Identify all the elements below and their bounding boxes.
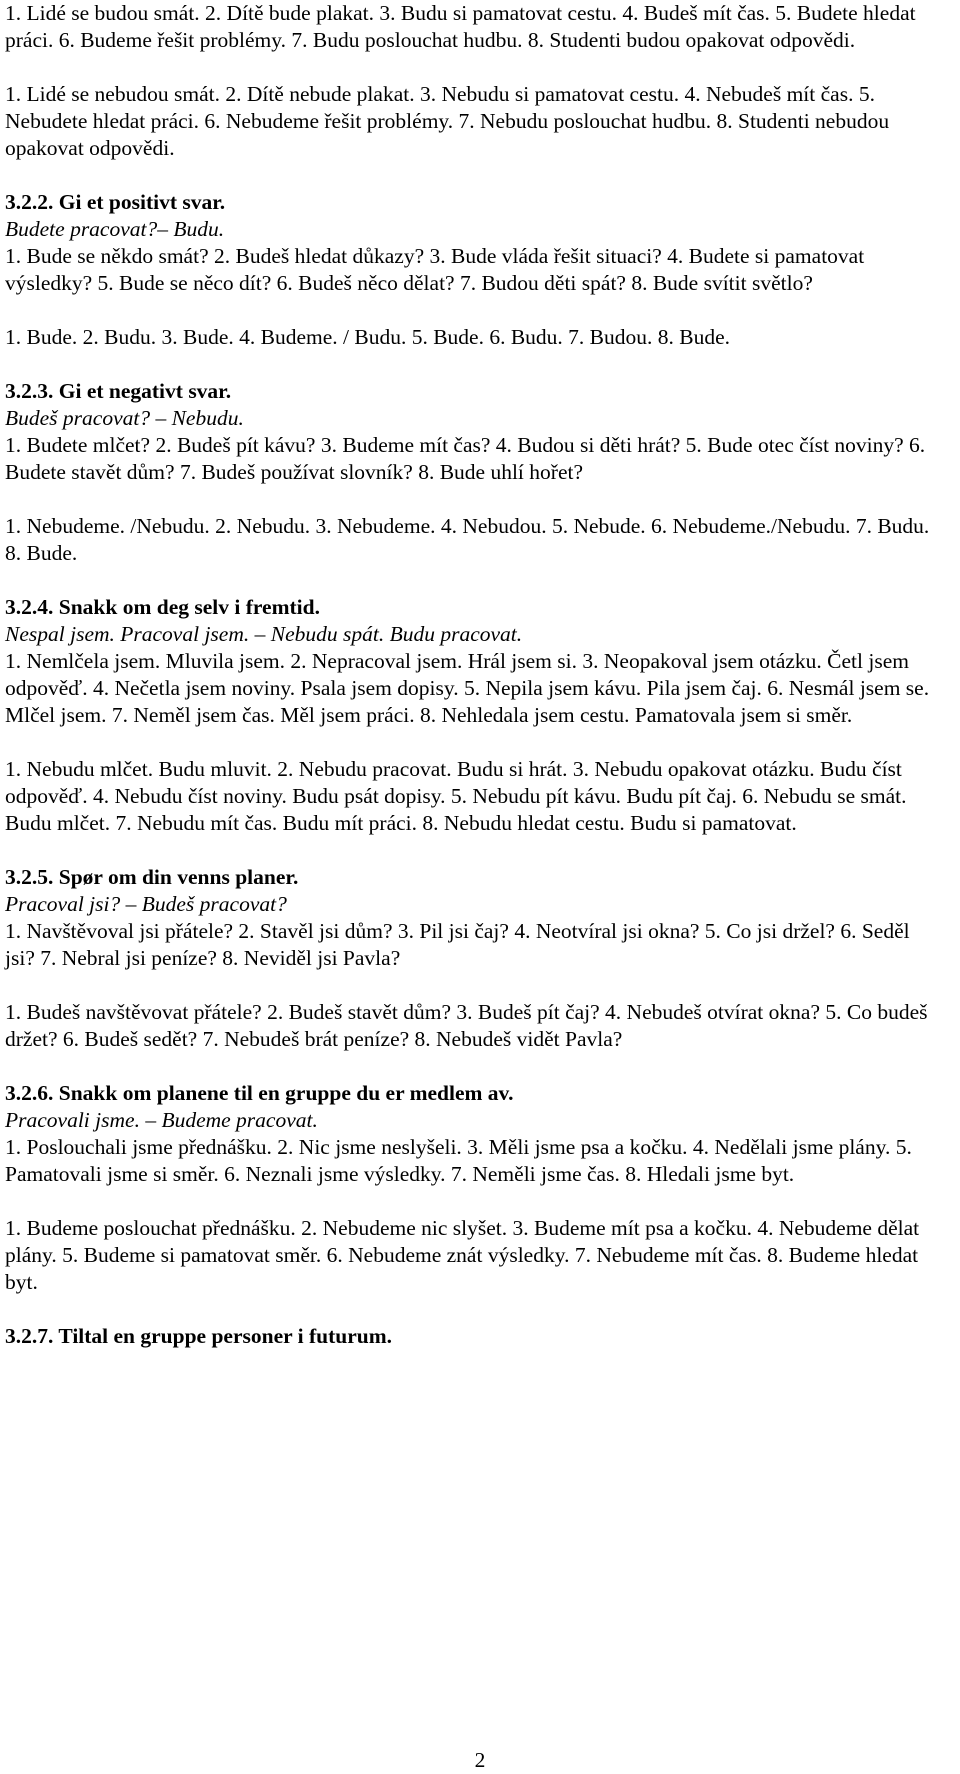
section-heading-3-2-3: 3.2.3. Gi et negativt svar. <box>5 379 232 403</box>
answers-3-2-3: 1. Nebudeme. /Nebudu. 2. Nebudu. 3. Nebudeme. 4. Nebudou. 5. Nebude. 6. Nebudeme./Nebudu. 7. Budu. 8. Bude. <box>5 514 930 565</box>
answers-negative-future: 1. Lidé se nebudou smát. 2. Dítě nebude plakat. 3. Nebudu si pamatovat cestu. 4. Nebudeš mít čas. 5. Nebudete hledat práci. 6. Nebudeme řešit problémy. 7. Nebudu poslouchat hudbu. 8. Studenti nebudou opakovat odpovědi. <box>5 82 890 160</box>
questions-3-2-2: 1. Bude se někdo smát? 2. Budeš hledat důkazy? 3. Bude vláda řešit situaci? 4. Budete si pamatovat výsledky? 5. Bude se něco dít? 6. Budeš něco dělat? 7. Budou děti spát? 8. Bude svítit světlo? <box>5 244 865 295</box>
spacer <box>5 1053 940 1080</box>
document-page <box>5 0 940 1350</box>
questions-3-2-6: 1. Poslouchali jsme přednášku. 2. Nic jsme neslyšeli. 3. Měli jsme psa a kočku. 4. Nedělali jsme plány. 5. Pamatovali jsme si směr. 6. Neznali jsme výsledky. 7. Neměli jsme čas. 8. Hledali jsme byt. <box>5 1135 912 1186</box>
spacer <box>5 1296 940 1323</box>
section-heading-3-2-6: 3.2.6. Snakk om planene til en gruppe du er medlem av. <box>5 1081 514 1105</box>
spacer <box>5 837 940 864</box>
spacer <box>5 162 940 189</box>
spacer <box>5 486 940 513</box>
example-prompt-3-2-2: Budete pracovat?– Budu. <box>5 217 225 241</box>
answers-3-2-5: 1. Budeš navštěvovat přátele? 2. Budeš stavět dům? 3. Budeš pít čaj? 4. Nebudeš otvírat okna? 5. Co budeš držet? 6. Budeš sedět? 7. Nebudeš brát peníze? 8. Nebudeš vidět Pavla? <box>5 1000 928 1051</box>
example-prompt-3-2-6: Pracovali jsme. – Budeme pracovat. <box>5 1108 318 1132</box>
example-prompt-3-2-3: Budeš pracovat? – Nebudu. <box>5 406 244 430</box>
spacer <box>5 972 940 999</box>
questions-3-2-3: 1. Budete mlčet? 2. Budeš pít kávu? 3. Budeme mít čas? 4. Budou si děti hrát? 5. Bude otec číst noviny? 6. Budete stavět dům? 7. Budeš používat slovník? 8. Bude uhlí hořet? <box>5 433 926 484</box>
spacer <box>5 297 940 324</box>
section-heading-3-2-4: 3.2.4. Snakk om deg selv i fremtid. <box>5 595 320 619</box>
example-prompt-3-2-5: Pracoval jsi? – Budeš pracovat? <box>5 892 287 916</box>
questions-3-2-5: 1. Navštěvoval jsi přátele? 2. Stavěl jsi dům? 3. Pil jsi čaj? 4. Neotvíral jsi okna? 5. Co jsi držel? 6. Seděl jsi? 7. Nebral jsi peníze? 8. Neviděl jsi Pavla? <box>5 919 910 970</box>
section-heading-3-2-2: 3.2.2. Gi et positivt svar. <box>5 190 226 214</box>
questions-3-2-4: 1. Nemlčela jsem. Mluvila jsem. 2. Nepracoval jsem. Hrál jsem si. 3. Neopakoval jsem otázku. Četl jsem odpověď. 4. Nečetla jsem noviny. Psala jsem dopisy. 5. Nepila jsem kávu. Pila jsem čaj. 6. Nesmál jsem se. Mlčel jsem. 7. Neměl jsem čas. Měl jsem práci. 8. Nehledala jsem cestu. Pamatovala jsem si směr. <box>5 649 930 727</box>
answers-positive-future: 1. Lidé se budou smát. 2. Dítě bude plakat. 3. Budu si pamatovat cestu. 4. Budeš mít čas. 5. Budete hledat práci. 6. Budeme řešit problémy. 7. Budu poslouchat hudbu. 8. Studenti budou opakovat odpovědi. <box>5 1 916 52</box>
spacer <box>5 567 940 594</box>
answers-3-2-2: 1. Bude. 2. Budu. 3. Bude. 4. Budeme. / Budu. 5. Bude. 6. Budu. 7. Budou. 8. Bude. <box>5 325 731 349</box>
section-heading-3-2-5: 3.2.5. Spør om din venns planer. <box>5 865 299 889</box>
answers-3-2-6: 1. Budeme poslouchat přednášku. 2. Nebudeme nic slyšet. 3. Budeme mít psa a kočku. 4. Nebudeme dělat plány. 5. Budeme si pamatovat směr. 6. Nebudeme znát výsledky. 7. Nebudeme mít čas. 8. Budeme hledat byt. <box>5 1216 920 1294</box>
spacer <box>5 351 940 378</box>
section-heading-3-2-7: 3.2.7. Tiltal en gruppe personer i futurum. <box>5 1324 393 1348</box>
page-number: 2 <box>474 1748 486 1772</box>
spacer <box>5 729 940 756</box>
spacer <box>5 1188 940 1215</box>
answers-3-2-4: 1. Nebudu mlčet. Budu mluvit. 2. Nebudu pracovat. Budu si hrát. 3. Nebudu opakovat otázku. Budu číst odpověď. 4. Nebudu číst noviny. Budu psát dopisy. 5. Nebudu pít kávu. Budu pít čaj. 6. Nebudu se smát. Budu mlčet. 7. Nebudu mít čas. Budu mít práci. 8. Nebudu hledat cestu. Budu si pamatovat. <box>5 757 907 835</box>
example-prompt-3-2-4: Nespal jsem. Pracoval jsem. – Nebudu spát. Budu pracovat. <box>5 622 523 646</box>
spacer <box>5 54 940 81</box>
